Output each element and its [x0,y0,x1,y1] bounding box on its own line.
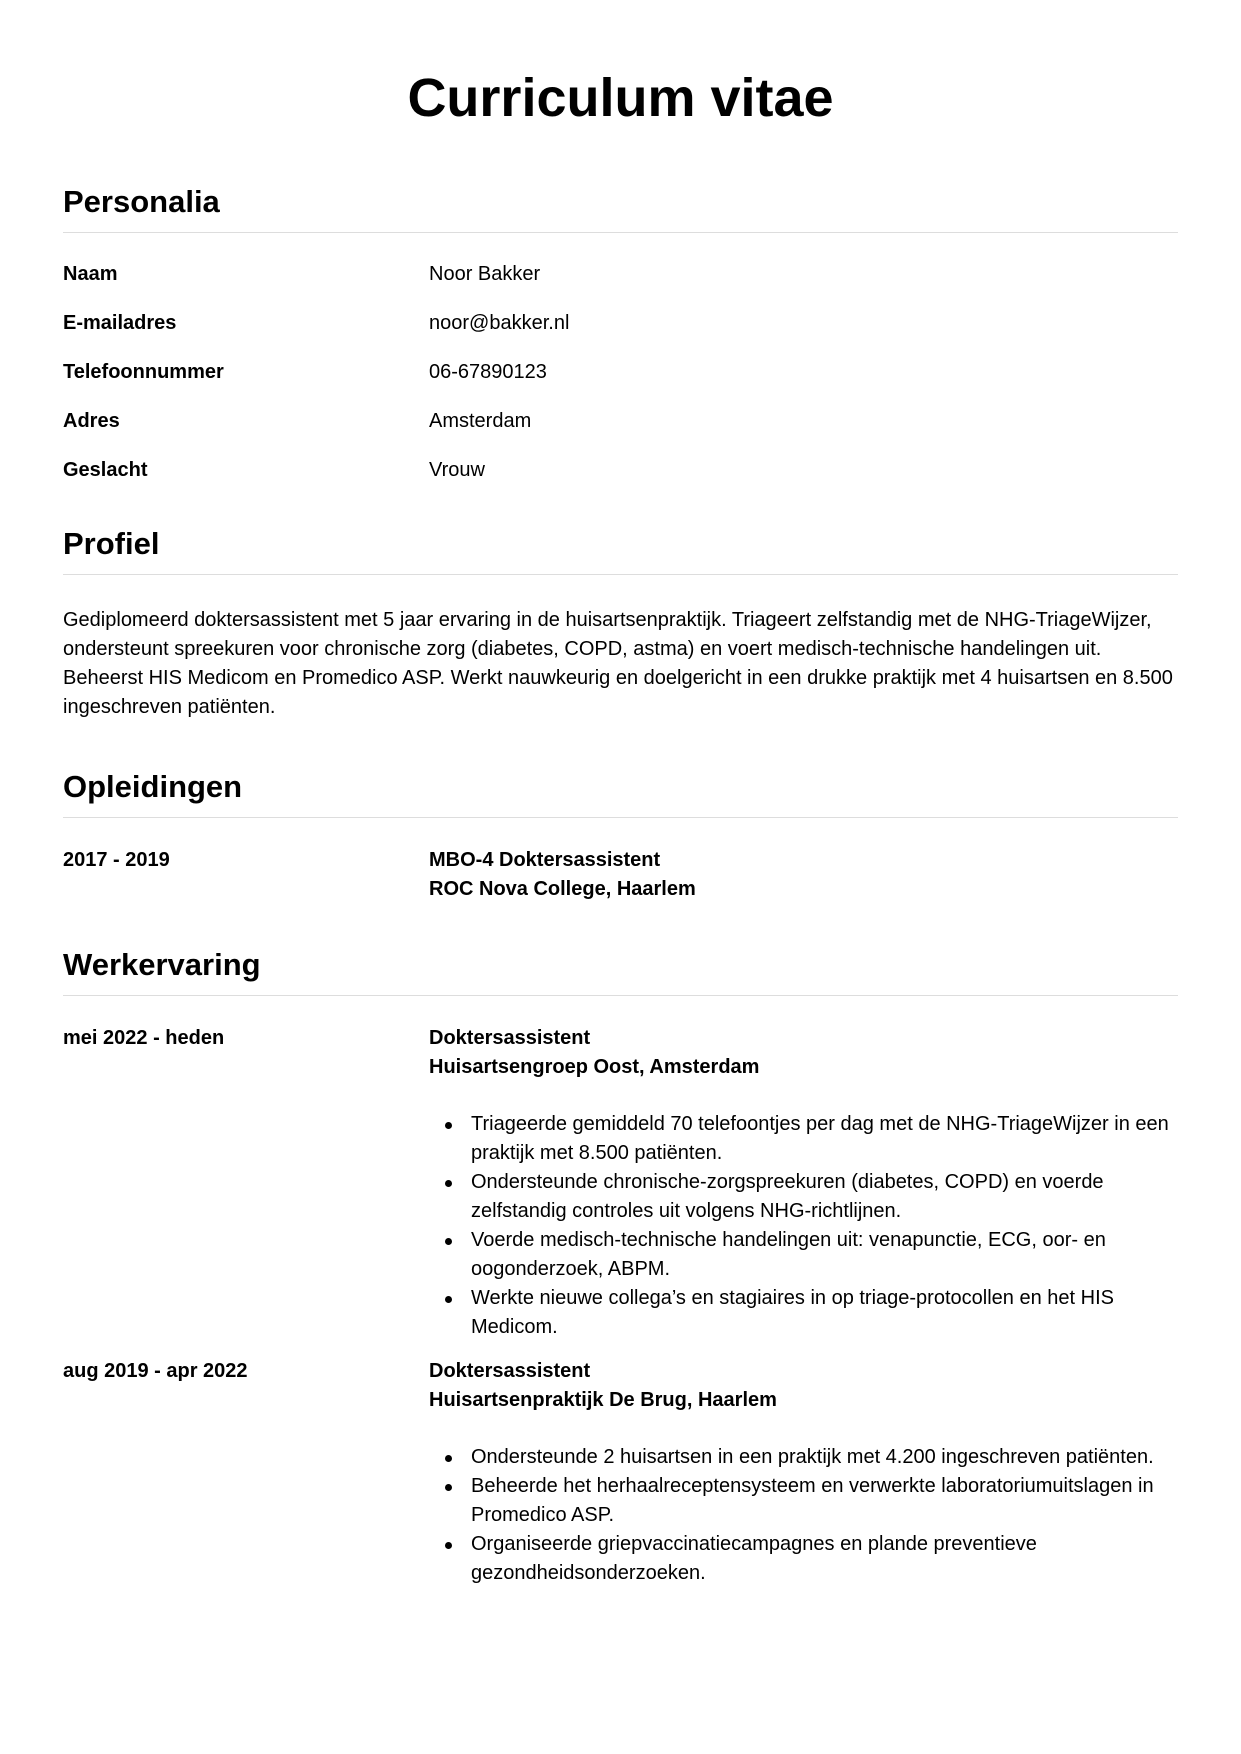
personalia-row-geslacht [63,456,1178,485]
field-value: 06-67890123 [429,361,547,383]
personalia-row-naam [63,260,1178,289]
work-details [429,1357,1178,1588]
field-value: Amsterdam [429,410,532,432]
education-details [429,846,1178,904]
field-label: Geslacht [63,459,148,481]
education-period: 2017 - 2019 [63,849,170,871]
education-entry [63,818,1178,904]
field-value: Vrouw [429,459,485,481]
list-item: Organiseerde griepvaccinatiecampagnes en plande preventieve gezondheidsonderzoeken. [471,1530,1178,1588]
profile-text: Gediplomeerd doktersassistent met 5 jaar ervaring in de huisartsenpraktijk. Triageert zelfstandig met de NHG-TriageWijzer, ondersteunt spreekuren voor chronische zorg (diabetes, COPD, astma) en voert medisch-technische handelingen uit. Beheerst HIS Medicom en Promedico ASP. Werkt nauwkeurig en doelgericht in een drukke praktijk met 4 huisartsen en 8.500 ingeschreven patiënten. [63,609,1173,718]
section-personalia [63,184,1178,485]
personalia-row-adres [63,407,1178,436]
personalia-row-email [63,309,1178,338]
list-item: Triageerde gemiddeld 70 telefoontjes per dag met de NHG-TriageWijzer in een praktijk met 8.500 patiënten. [471,1110,1178,1168]
work-entry [63,996,1178,1342]
education-title: MBO-4 Doktersassistent [429,849,661,871]
section-heading-werkervaring: Werkervaring [63,947,1178,996]
field-label: E-mailadres [63,312,177,334]
work-bullets [429,1443,1178,1588]
field-label: Naam [63,263,118,285]
work-period: mei 2022 - heden [63,1027,225,1049]
list-item: Beheerde het herhaalreceptensysteem en verwerkte laboratoriumuitslagen in Promedico ASP. [471,1472,1178,1530]
work-bullets [429,1110,1178,1342]
personalia-rows [63,233,1178,485]
work-period: aug 2019 - apr 2022 [63,1360,248,1382]
section-heading-profiel: Profiel [63,526,1178,575]
document-title: Curriculum vitae [407,68,834,128]
work-details [429,1024,1178,1342]
section-profiel [63,526,1178,722]
section-werkervaring [63,947,1178,1588]
work-employer: Huisartsengroep Oost, Amsterdam [429,1056,760,1078]
education-school: ROC Nova College, Haarlem [429,878,696,900]
personalia-row-telefoon [63,358,1178,387]
work-entry [63,1342,1178,1588]
work-employer: Huisartsenpraktijk De Brug, Haarlem [429,1389,777,1411]
field-label: Telefoonnummer [63,361,224,383]
list-item: Werkte nieuwe collega’s en stagiaires in op triage-protocollen en het HIS Medicom. [471,1284,1178,1342]
field-label: Adres [63,410,120,432]
list-item: Ondersteunde chronische-zorgspreekuren (diabetes, COPD) en voerde zelfstandig controles uit volgens NHG-richtlijnen. [471,1168,1178,1226]
field-value: noor@bakker.nl [429,312,570,334]
field-value: Noor Bakker [429,263,541,285]
work-head [429,1024,1178,1082]
section-opleidingen [63,769,1178,904]
work-head [429,1357,1178,1415]
work-title: Doktersassistent [429,1027,591,1049]
section-heading-personalia: Personalia [63,184,1178,233]
section-heading-opleidingen: Opleidingen [63,769,1178,818]
list-item: Ondersteunde 2 huisartsen in een praktijk met 4.200 ingeschreven patiënten. [471,1443,1178,1472]
work-title: Doktersassistent [429,1360,591,1382]
list-item: Voerde medisch-technische handelingen uit: venapunctie, ECG, oor- en oogonderzoek, ABPM. [471,1226,1178,1284]
